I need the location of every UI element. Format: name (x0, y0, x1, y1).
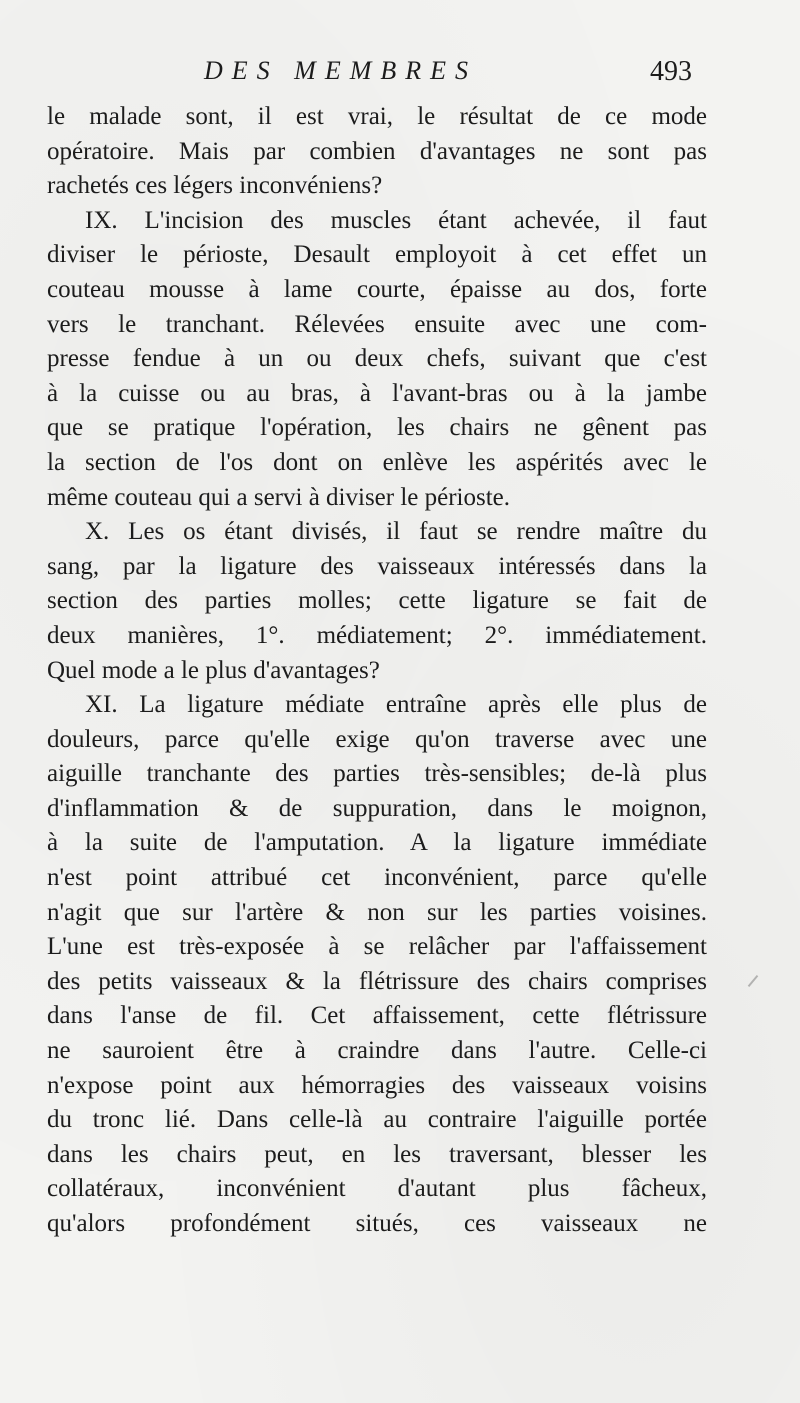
text-line: le malade sont, il est vrai, le résultat de ce mode (47, 103, 707, 130)
text-line: Quel mode a le plus d'avantages? (47, 656, 380, 684)
section-start-line: IX. L'incision des muscles étant achevée, il faut (85, 206, 707, 234)
text-line: couteau mousse à lame courte, épaisse au dos, forte (47, 275, 707, 303)
text-line: du tronc lié. Dans celle-là au contraire l'aiguille portée (47, 1106, 707, 1134)
section-start-line: X. Les os étant divisés, il faut se rendre maître du (85, 518, 707, 546)
text-line: opératoire. Mais par combien d'avantages ne sont pas (47, 137, 707, 165)
text-line: que se pratique l'opération, les chairs ne gênent pas (47, 414, 707, 442)
page-number: 493 (650, 56, 692, 87)
text-line: à la cuisse ou au bras, à l'avant-bras ou à la jambe (47, 379, 707, 407)
text-line: section des parties molles; cette ligature se fait de (47, 587, 707, 615)
text-line: qu'alors profondément situés, ces vaisseaux ne (47, 1210, 707, 1237)
text-line: dans les chairs peut, en les traversant, blesser les (47, 1140, 707, 1168)
text-line: diviser le périoste, Desault employoit à cet effet un (47, 241, 707, 269)
text-line: n'expose point aux hémorragies des vaisseaux voisins (47, 1071, 707, 1099)
text-line: douleurs, parce qu'elle exige qu'on traverse avec une (47, 725, 707, 753)
text-line: collatéraux, inconvénient d'autant plus fâcheux, (47, 1175, 707, 1203)
text-line: n'est point attribué cet inconvénient, parce qu'elle (47, 864, 707, 892)
text-line: des petits vaisseaux & la flétrissure des chairs comprises (47, 967, 707, 995)
text-line: sang, par la ligature des vaisseaux intéressés dans la (47, 552, 707, 580)
running-head (0, 56, 800, 96)
text-line: dans l'anse de fil. Cet affaissement, cette flétrissure (47, 1002, 707, 1030)
text-line: même couteau qui a servi à diviser le périoste. (47, 483, 511, 511)
text-line: n'agit que sur l'artère & non sur les parties voisines. (47, 898, 707, 926)
text-line: rachetés ces légers inconvéniens? (47, 172, 383, 200)
text-line: aiguille tranchante des parties très-sensibles; de-là plus (47, 760, 707, 788)
text-line: d'inflammation & de suppuration, dans le moignon, (47, 794, 707, 822)
text-line: à la suite de l'amputation. A la ligature immédiate (47, 829, 707, 857)
paper-mark (748, 975, 759, 987)
running-title: DES MEMBRES (204, 56, 478, 85)
text-line: ne sauroient être à craindre dans l'autre. Celle-ci (47, 1037, 707, 1065)
text-line: deux manières, 1°. médiatement; 2°. immédiatement. (47, 621, 707, 649)
text-line: L'une est très-exposée à se relâcher par l'affaissement (47, 933, 707, 961)
body-text (47, 100, 707, 1242)
text-line: presse fendue à un ou deux chefs, suivant que c'est (47, 345, 707, 373)
section-start-line: XI. La ligature médiate entraîne après elle plus de (85, 691, 707, 719)
text-line: la section de l'os dont on enlève les aspérités avec le (47, 448, 707, 476)
text-line: vers le tranchant. Rélevées ensuite avec une com- (47, 310, 707, 338)
